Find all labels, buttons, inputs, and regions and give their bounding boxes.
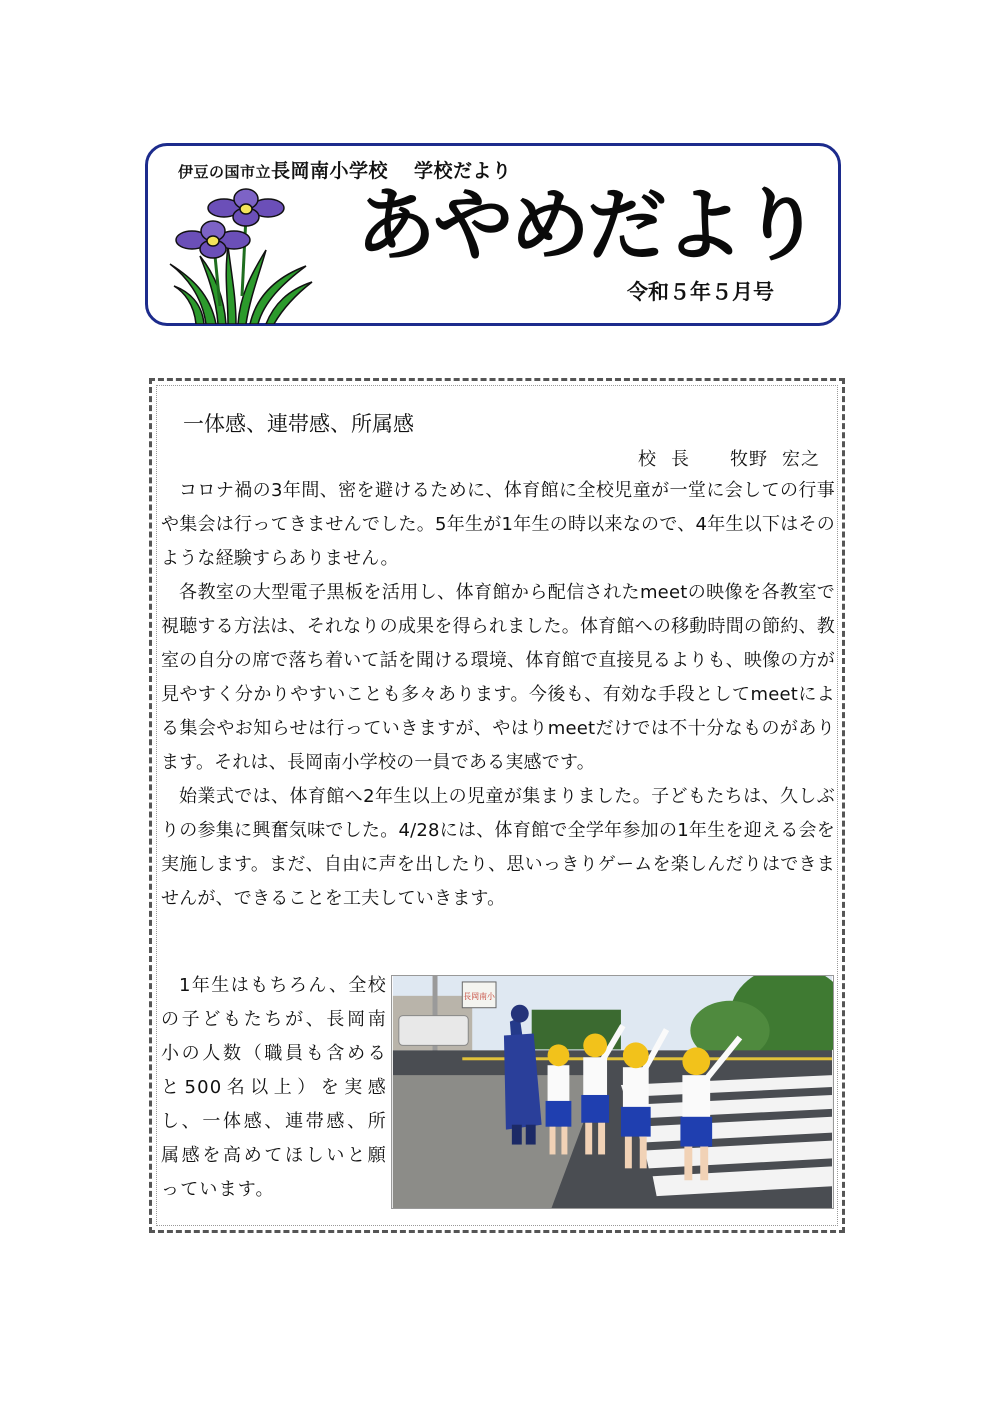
iris-leaves [170,246,312,324]
paragraph: 各教室の大型電子黒板を活用し、体育館から配信されたmeetの映像を各教室で視聴する方法は、それなりの成果を得られました。体育館への移動時間の節約、教室の自分の席で落ち着いて話を聞ける環境、体育館で直接見るよりも、映像の方が見やすく分かりやすいことも多々あります。今後も、有効な手段としてmeetによる集会やお知らせは行っていきますが、やはりmeetだけでは不十分なものがあります。それは、長岡南小学校の一員である実感です。 [161,582,835,773]
author-role-2: 長 [671,449,690,470]
iris-bloom-lower [176,221,250,258]
school-prefix: 伊豆の国市立 [178,163,272,181]
newsletter-label: 学校だより [414,160,512,182]
article-byline [638,445,820,471]
closing-paragraph: 1年生はもちろん、全校の子どもたちが、長岡南小の人数（職員も含めると500名以上）を実感し、一体感、連帯感、所属感を高めてほしいと願っています。 [161,975,387,1200]
article-heading: 一体感、連帯感、所属感 [183,412,414,436]
photo-illustration [392,976,833,1208]
author-family-name: 牧野 [730,449,768,470]
principal-article [149,378,845,1233]
iris-bloom-upper [208,189,284,226]
closing-section [161,969,835,1209]
newsletter-title: あやめだより [356,179,818,272]
crosswalk-photo [391,975,834,1209]
photo-sign: 長岡南小 [463,991,496,1001]
issue-date: 令和５年５月号 [627,280,774,304]
school-name: 長岡南小学校 [271,160,389,182]
iris-flower-icon [166,186,314,324]
newsletter-header [145,143,841,326]
paragraph: 始業式では、体育館へ2年生以上の児童が集まりました。子どもたちは、久しぶりの参集に興奮気味でした。4/28には、体育館で全学年参加の1年生を迎える会を実施します。まだ、自由に声を出したり、思いっきりゲームを楽しんだりはできませんが、できることを工夫していきます。 [161,786,835,909]
author-role-1: 校 [638,449,657,470]
author-given-name: 宏之 [782,449,820,470]
article-body [161,474,835,916]
paragraph: コロナ禍の3年間、密を避けるために、体育館に全校児童が一堂に会しての行事や集会は行ってきませんでした。5年生が1年生の時以来なので、4年生以下はそのような経験すらありません。 [161,480,835,569]
